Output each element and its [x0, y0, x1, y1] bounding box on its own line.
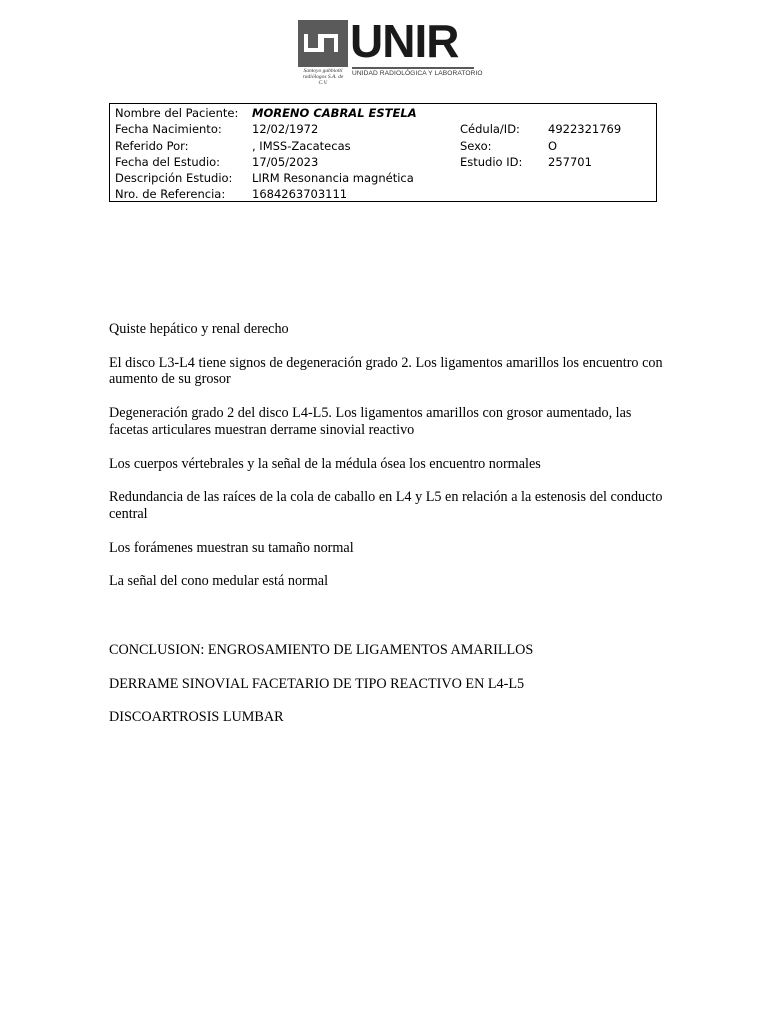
logo-subtitle: UNIDAD RADIOLÓGICA Y LABORATORIO — [352, 70, 483, 77]
finding-paragraph: Redundancia de las raíces de la cola de caballo en L4 y L5 en relación a la estenosis del conducto central — [109, 489, 663, 522]
finding-paragraph: Degeneración grado 2 del disco L4-L5. Los ligamentos amarillos con grosor aumentado, las facetas articulares muestran derrame sinovial reactivo — [109, 405, 632, 438]
conclusion-line: DISCOARTROSIS LUMBAR — [109, 709, 284, 726]
findings-section — [109, 321, 669, 607]
study-date-label: Fecha del Estudio: — [115, 154, 221, 169]
info-row-referred — [110, 138, 656, 154]
referred-by: , IMSS-Zacatecas — [252, 138, 351, 153]
study-date: 17/05/2023 — [252, 154, 319, 169]
conclusion-line: CONCLUSION: ENGROSAMIENTO DE LIGAMENTOS AMARILLOS — [109, 642, 534, 658]
birth-label: Fecha Nacimiento: — [115, 122, 222, 137]
info-row-description — [110, 170, 656, 186]
logo-signature-line1: Santoyo gabbiotti — [303, 68, 343, 74]
info-row-reference — [110, 186, 656, 202]
study-id: 257701 — [548, 154, 592, 169]
conclusions-section — [109, 642, 669, 743]
patient-name: MORENO CABRAL ESTELA — [252, 106, 417, 120]
finding-paragraph: Quiste hepático y renal derecho — [109, 321, 289, 337]
finding-paragraph: La señal del cono medular está normal — [109, 573, 329, 590]
finding-paragraph: El disco L3-L4 tiene signos de degeneración grado 2. Los ligamentos amarillos los encuentro con aumento de su grosor — [109, 354, 663, 388]
info-row-birth — [110, 121, 656, 137]
patient-info-box — [109, 103, 657, 202]
unir-logo — [298, 15, 483, 86]
study-id-label: Estudio ID: — [460, 154, 523, 169]
conclusion-line: DERRAME SINOVIAL FACETARIO DE TIPO REACTIVO EN L4-L5 — [109, 675, 525, 692]
logo-divider — [352, 67, 474, 69]
patient-id: 4922321769 — [548, 122, 622, 137]
id-label: Cédula/ID: — [460, 122, 520, 137]
description-label: Descripción Estudio: — [115, 171, 233, 186]
finding-paragraph: Los cuerpos vértebrales y la señal de la médula ósea los encuentro normales — [109, 455, 541, 472]
reference-label: Nro. de Referencia: — [115, 187, 226, 202]
logo-signature-line2: radiólogos S.A. de C.V. — [302, 74, 344, 86]
reference-number: 1684263703111 — [252, 187, 348, 202]
study-description: LIRM Resonancia magnética — [252, 171, 414, 186]
logo-mark-icon — [298, 20, 348, 67]
logo-wordmark: UNIR — [350, 15, 459, 67]
birth-date: 12/02/1972 — [252, 122, 319, 137]
info-row-study-date — [110, 154, 656, 170]
sex-label: Sexo: — [460, 138, 492, 153]
patient-sex: O — [548, 138, 558, 153]
info-row-name — [110, 105, 656, 121]
referred-label: Referido Por: — [115, 138, 189, 153]
logo-signature — [298, 68, 348, 86]
name-label: Nombre del Paciente: — [115, 106, 239, 120]
finding-paragraph: Los forámenes muestran su tamaño normal — [109, 539, 354, 556]
